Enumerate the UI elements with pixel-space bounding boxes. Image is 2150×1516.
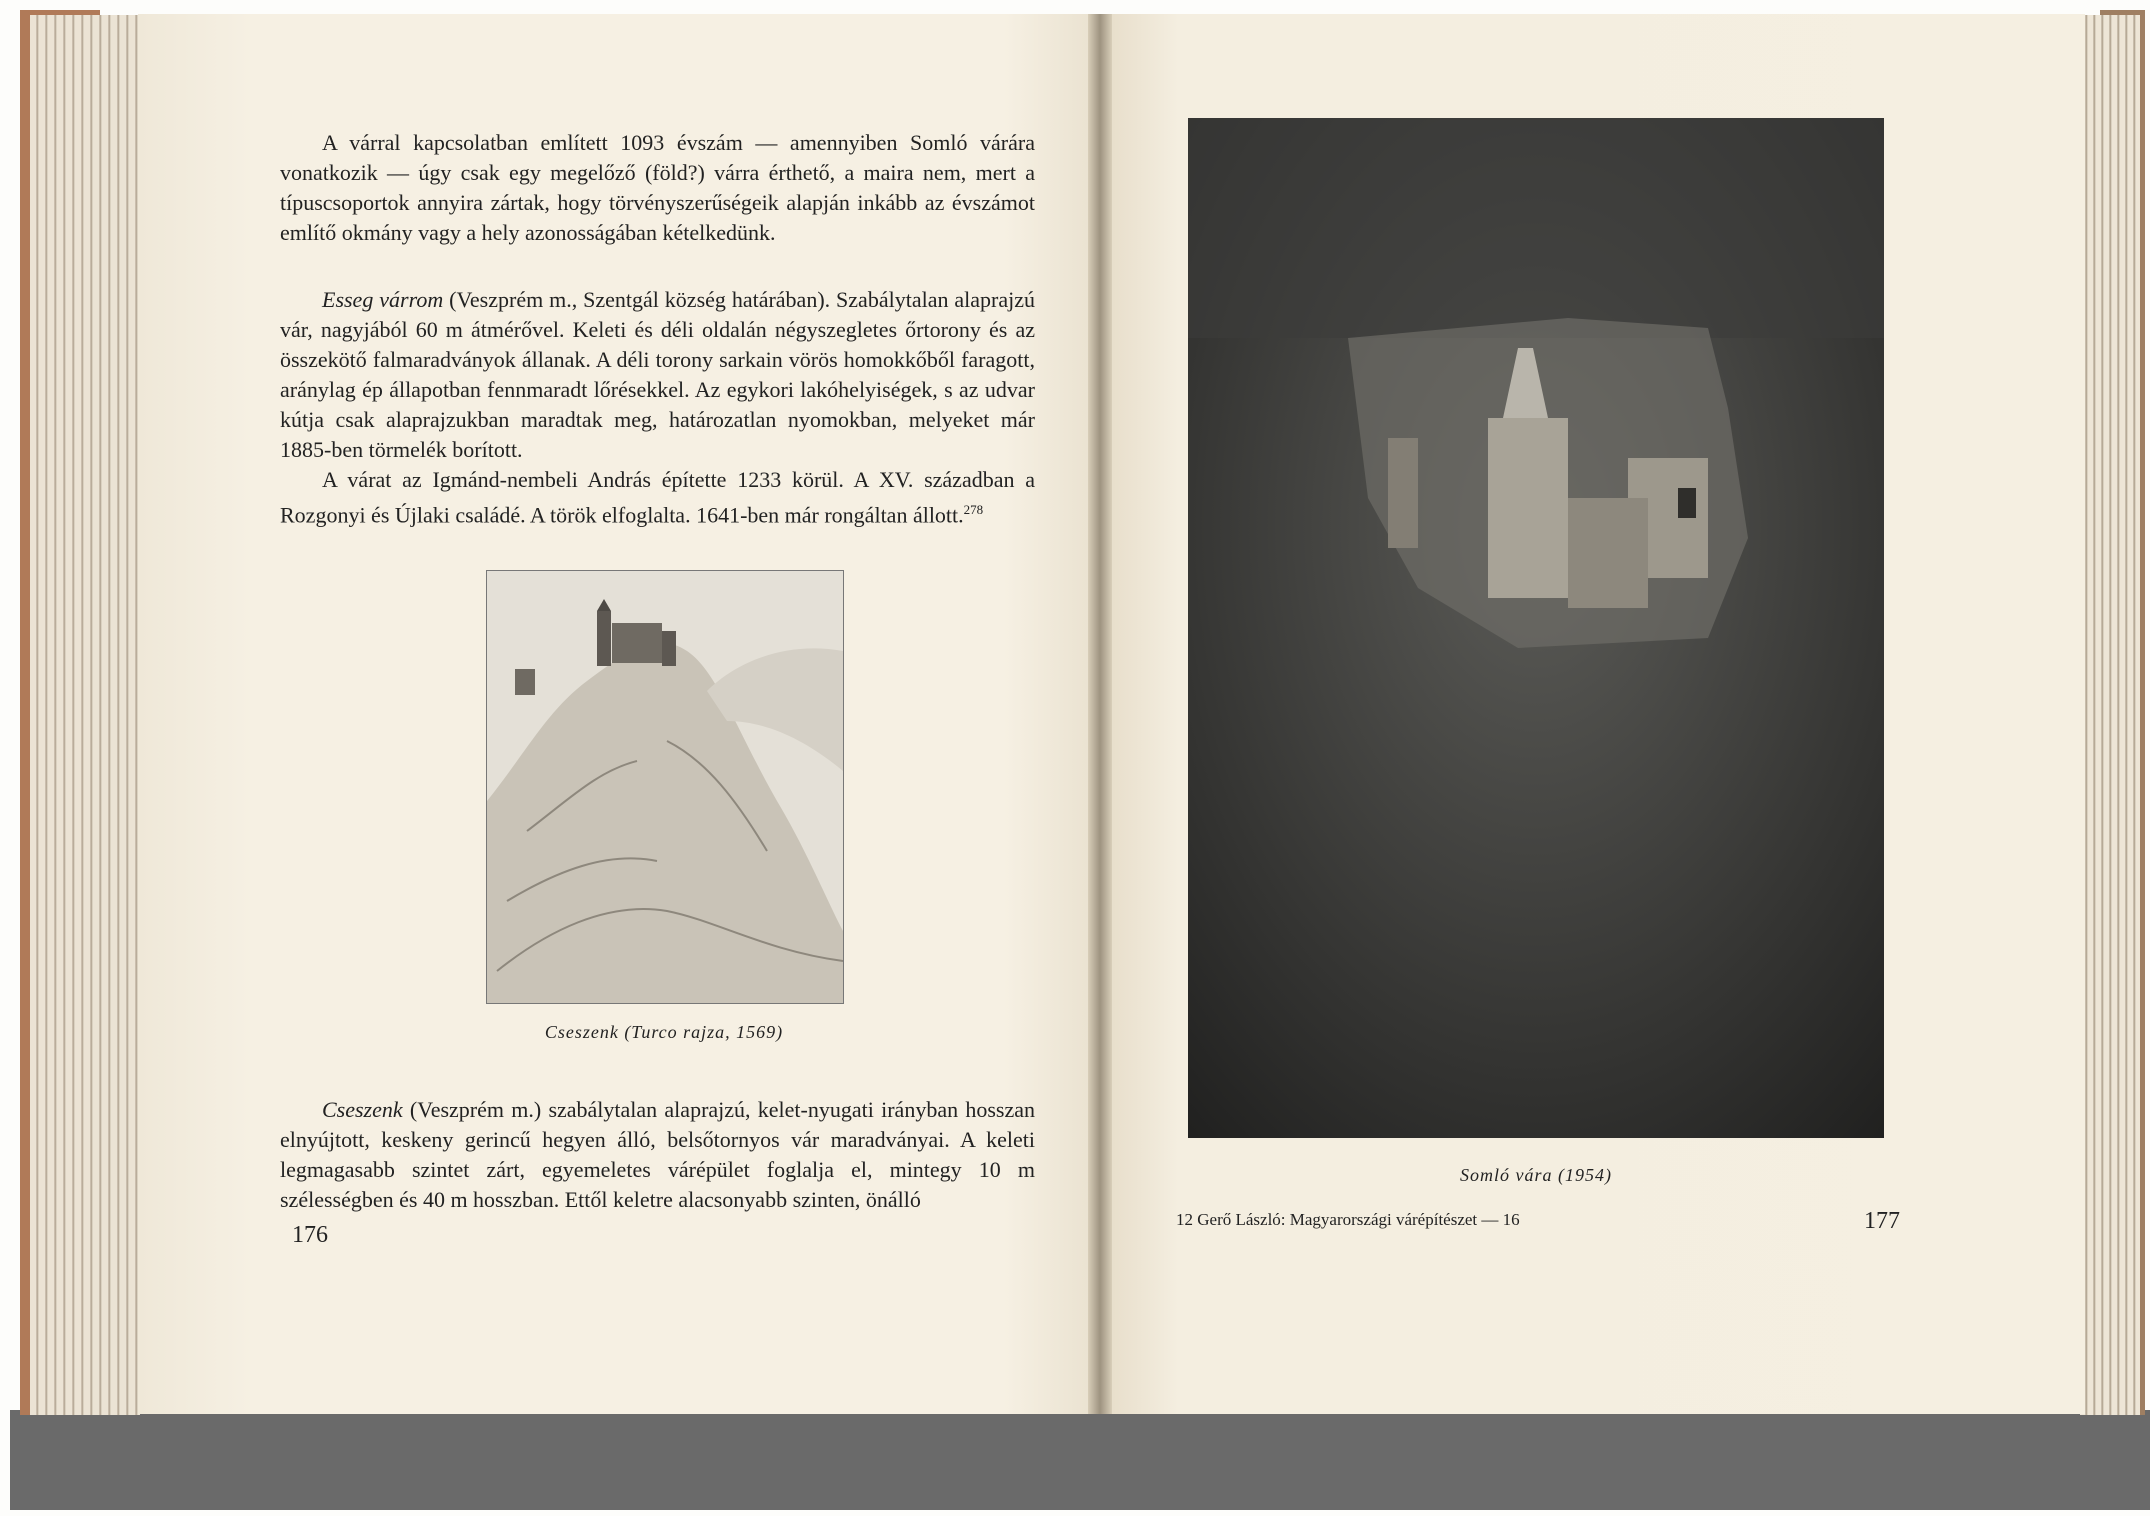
paragraph-somlo-date [280, 128, 1035, 248]
paragraph-4-text [280, 1095, 1035, 1215]
castle-drawing-image [487, 571, 843, 1003]
cseszenk-description: (Veszprém m.) szabálytalan alaprajzú, kelet-nyugati irányban hosszan elnyújtott, keskeny gerincű hegyen álló, belsőtornyos vár maradványai. A keleti legmagasabb szintet zárt, egyemeletes várépület foglalja el, mintegy 10 m szélességben és 40 m hosszban. Ettől keletre alacsonyabb szinten, önálló [280, 1097, 1035, 1212]
book-gutter [1088, 14, 1112, 1414]
paragraph-1-text: A várral kapcsolatban említett 1093 évszám — amennyiben Somló várára vonatkozik — úgy csak egy megelőző (föld?) várra érthető, a maira nem, mert a típuscsoportok annyira zártak, hogy törvényszerűségeik alapján inkább az évszámot említő okmány vagy a hely azonosságában kételkedünk. [280, 130, 1035, 245]
figure-caption-right: Somló vára (1954) [1460, 1165, 1612, 1185]
cseszenk-heading: Cseszenk [322, 1097, 403, 1122]
page-edges-right [2080, 15, 2140, 1415]
page-number-right: 177 [1864, 1208, 1900, 1234]
figure-caption-left: Cseszenk (Turco rajza, 1569) [544, 1022, 784, 1042]
page-number-left: 176 [292, 1222, 328, 1248]
page-edges-left [30, 15, 140, 1415]
esseg-history-text: A várat az Igmánd-nembeli András építette 1233 körül. A XV. században a Rozgonyi és Újlaki családé. A török elfoglalta. 1641-ben már rongáltan állott. [280, 467, 1035, 528]
esseg-heading: Esseg várrom [322, 287, 444, 312]
paragraph-esseg-history [280, 465, 1035, 530]
signature-mark: 12 Gerő László: Magyarországi várépítészet — 16 [1176, 1210, 1520, 1229]
paragraph-3-text [280, 465, 1035, 530]
right-page-footer [1176, 1208, 1900, 1238]
esseg-description: (Veszprém m., Szentgál község határában). Szabálytalan alaprajzú vár, nagyjából 60 m átmérővel. Keleti és déli oldalán négyszegletes őrtorony és az összekötő falmaradványok állanak. A déli torony sarkain vörös homokkőből faragott, aránylag ép állapotban fennmaradt lőrésekkel. Az egykori lakóhelyiségek, s az udvar kútja csak alaprajzukban maradtak meg, határozatlan nyomokban, melyeket már 1885-ben törmelék borított. [280, 287, 1035, 462]
scanner-shadow [10, 1410, 2150, 1510]
aerial-castle-image [1188, 118, 1884, 1138]
cseszenk-drawing-figure [486, 570, 844, 1004]
paragraph-2-text [280, 285, 1035, 465]
paragraph-cseszenk [280, 1095, 1035, 1215]
somlo-aerial-photo [1188, 118, 1884, 1138]
footnote-ref: 278 [963, 502, 984, 517]
paragraph-esseg [280, 285, 1035, 465]
